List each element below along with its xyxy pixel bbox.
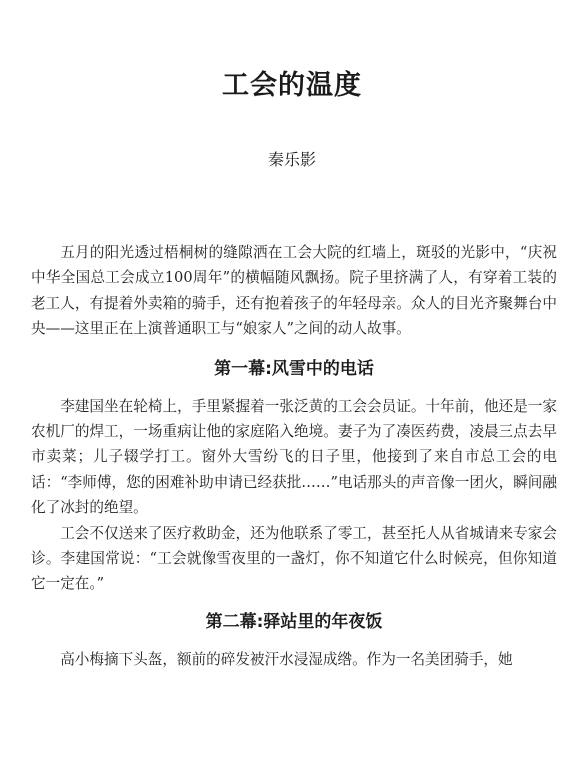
intro-paragraph: 五月的阳光透过梧桐树的缝隙洒在工会大院的红墙上，斑驳的光影中，“庆祝中华全国总工会成立100周年”的横幅随风飘扬。院子里挤满了人，有穿着工装的老工人，有提着外卖箱的骑手，还有抱着孩子的年轻母亲。众人的目光齐聚舞台中央——这里正在上演普通职工与“娘家人”之间的动人故事。 (31, 244, 557, 338)
section-heading: 第一幕:风雪中的电话 (214, 358, 374, 379)
body-paragraph: 高小梅摘下头盔，额前的碎发被汗水浸湿成绺。作为一名美团骑手，她 (60, 650, 513, 668)
document-body (31, 240, 557, 672)
body-paragraph: 工会不仅送来了医疗救助金，还为他联系了零工，甚至托人从省城请来专家会诊。李建国常说：“工会就像雪夜里的一盏灯，你不知道它什么时候亮，但你知道它一定在。” (31, 524, 557, 593)
body-paragraph: 李建国坐在轮椅上，手里紧握着一张泛黄的工会会员证。十年前，他还是一家农机厂的焊工，一场重病让他的家庭陷入绝境。妻子为了凑医药费，凌晨三点去早市卖菜；儿子辍学打工。窗外大雪纷飞的日子里，他接到了来自市总工会的电话：“李师傅，您的困难补助申请已经获批……”电话那头的声音像一团火，瞬间融化了冰封的绝望。 (31, 397, 557, 517)
document-author: 秦乐影 (267, 150, 316, 169)
document-title: 工会的温度 (222, 70, 362, 101)
section-heading: 第二幕:驿站里的年夜饭 (205, 611, 383, 632)
